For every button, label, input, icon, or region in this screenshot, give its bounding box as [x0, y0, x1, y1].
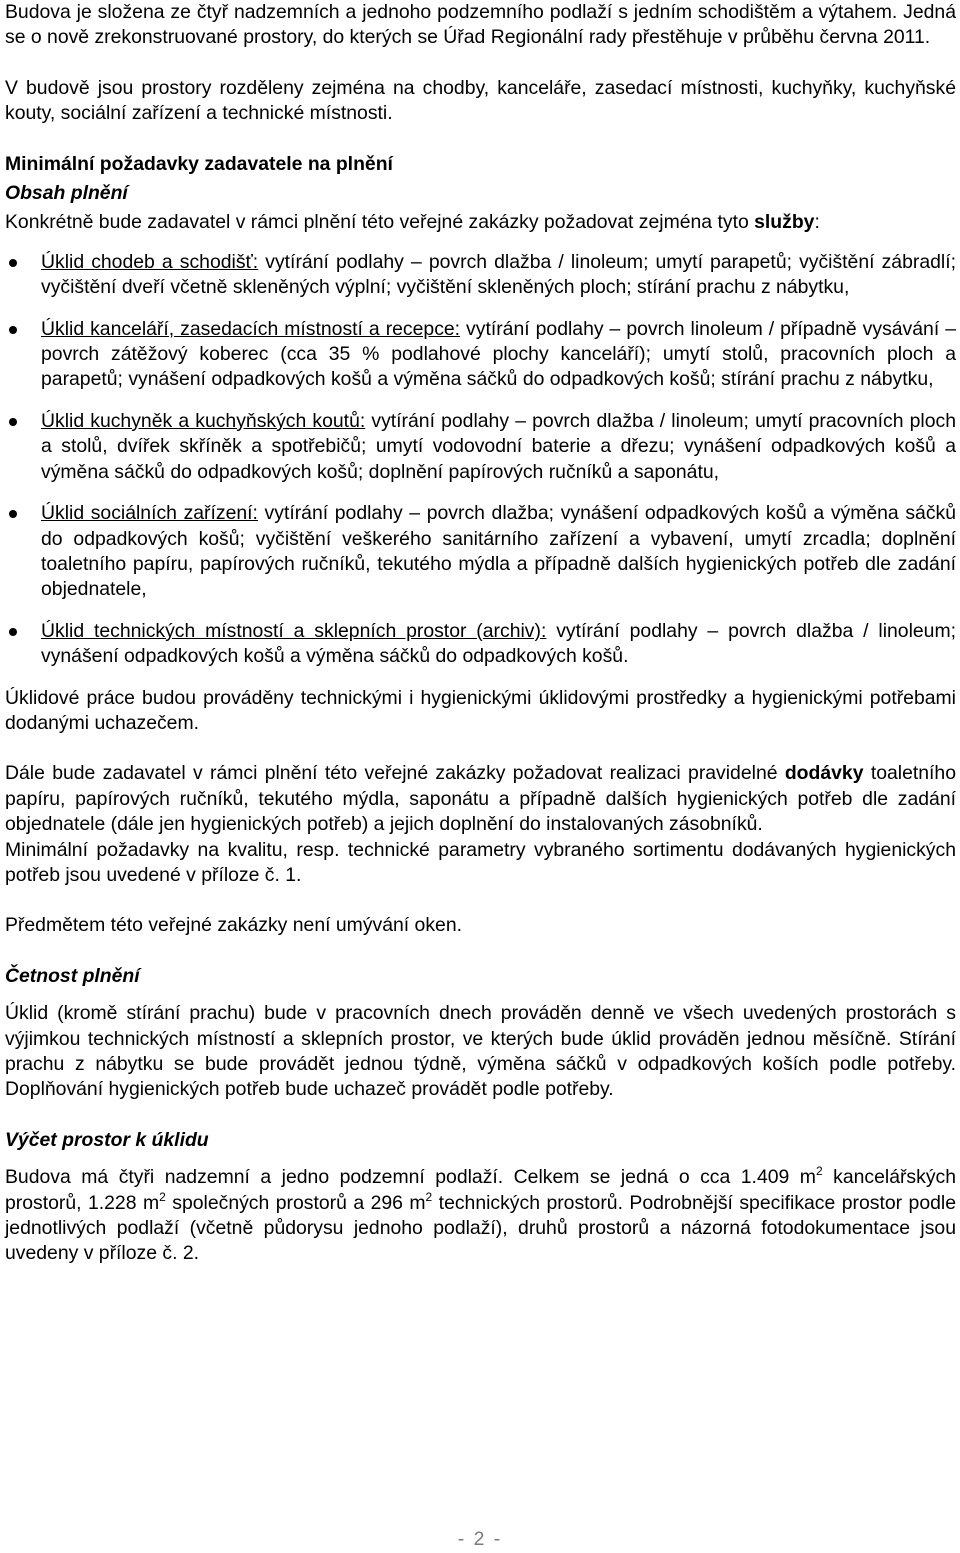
cleaning-means-paragraph: Úklidové práce budou prováděny technickými i hygienickými úklidovými prostředky a hygienickými potřebami dodanými uchazečem.	[5, 686, 956, 734]
intro-paragraph-spaces: V budově jsou prostory rozděleny zejména na chodby, kanceláře, zasedací místnosti, kuchyňky, kuchyňské kouty, sociální zařízení a technické místnosti.	[5, 76, 956, 125]
bullet-item-technical	[5, 619, 956, 670]
bullet-text: vytírání podlahy – povrch dlažba / linoleum; umytí pracovních ploch a stolů, dvířek skříněk a spotřebičů; umytí vodovodní baterie a dřezu; vynášení odpadkových košů a výměna sáčků do odpadkových košů; doplnění papírových ručníků a saponátu,	[41, 409, 956, 483]
windows-paragraph: Předmětem této veřejné zakázky není umývání oken.	[5, 914, 462, 937]
bullet-title: Úklid chodeb a schodišť:	[41, 250, 259, 273]
intro-paragraph-building: Budova je složena ze čtyř nadzemních a jednoho podzemního podlaží s jedním schodištěm a výtahem. Jedná se o nově zrekonstruované prostory, do kterých se Úřad Regionální rady přestěhuje v průběhu června 2011.	[5, 1, 956, 49]
services-bullet-list	[5, 250, 956, 670]
bullet-text: vytírání podlahy – povrch dlažba / linoleum; umytí parapetů; vyčištění zábradlí; vyčištění dveří včetně skleněných výplní; vyčištění skleněných ploch; stírání prachu z nábytku,	[41, 250, 956, 299]
services-lead-paragraph	[5, 210, 956, 235]
bullet-title: Úklid kuchyněk a kuchyňských koutů:	[41, 409, 366, 432]
bullet-dot-icon	[9, 418, 17, 426]
bullet-item-offices	[5, 317, 956, 393]
spaces-text-3: společných prostorů a 296 m	[165, 1191, 426, 1214]
supply-text-a: Dále bude zadavatel v rámci plnění této veřejné zakázky požadovat realizaci pravidelné	[5, 762, 785, 785]
page-number: - 2 -	[457, 1528, 503, 1550]
spaces-paragraph	[5, 1165, 956, 1267]
bullet-text: vytírání podlahy – povrch dlažba; vynášení odpadkových košů a výměna sáčků do odpadkových košů; vyčištění veškerého sanitárního zařízení a vybavení, umytí zrcadla; doplnění toaletního papíru, papírových ručníků, tekutého mýdla a případně dalších hygienických potřeb dle zadání objednatele,	[41, 502, 956, 601]
bullet-dot-icon	[9, 510, 17, 518]
bullet-text: vytírání podlahy – povrch linoleum / případně vysávání – povrch zátěžový koberec (cca 35 % podlahové plochy kanceláří); umytí stolů, pracovních ploch a parapetů; vynášení odpadkových košů a výměna sáčků do odpadkových košů; stírání prachu z nábytku,	[41, 317, 956, 391]
superscript-area-unit: 2	[425, 1189, 433, 1204]
bullet-text: vytírání podlahy – povrch dlažba / linoleum; vynášení odpadkových košů a výměna sáčků do odpadkových košů.	[41, 619, 956, 668]
supply-paragraph	[5, 761, 956, 837]
bullet-dot-icon	[9, 259, 17, 267]
frequency-paragraph: Úklid (kromě stírání prachu) bude v pracovních dnech prováděn denně ve všech uvedených prostorách s výjimkou technických místností a sklepních prostor, ve kterých bude úklid prováděn jednou měsíčně. Stírání prachu z nábytku se bude provádět jednou týdně, výměna sáčků v odpadkových koších podle potřeby. Doplňování hygienických potřeb bude uchazeč provádět podle potřeby.	[5, 1002, 956, 1101]
supply-text-b: toaletního papíru, papírových ručníků, tekutého mýdla, saponátu a případně dalších hygienických potřeb dle zadání objednatele (dále jen hygienických potřeb) a jejich doplnění do instalovaných zásobníků.	[5, 762, 956, 836]
spaces-text-2: kancelářských prostorů, 1.228 m	[5, 1166, 956, 1214]
services-lead-text: Konkrétně bude zadavatel v rámci plnění této veřejné zakázky požadovat zejména tyto	[5, 211, 755, 234]
supply-text-bold: dodávky	[784, 762, 864, 785]
bullet-item-sanitary	[5, 501, 956, 603]
section-heading-requirements: Minimální požadavky zadavatele na plnění	[5, 152, 393, 175]
spaces-text-4: technických prostorů. Podrobnější specifikace prostor podle jednotlivých podlaží (včetně půdorysu jednoho podlaží), druhů prostorů a názorná fotodokumentace jsou uvedeny v příloze č. 2.	[5, 1191, 956, 1265]
superscript-area-unit: 2	[815, 1164, 823, 1179]
bullet-dot-icon	[9, 326, 17, 334]
section-heading-spaces: Výčet prostor k úklidu	[5, 1128, 209, 1151]
bullet-title: Úklid technických místností a sklepních prostor (archiv):	[41, 619, 547, 642]
bullet-title: Úklid kanceláří, zasedacích místností a recepce:	[41, 317, 461, 340]
bullet-title: Úklid sociálních zařízení:	[41, 502, 258, 525]
document-page	[5, 0, 956, 1267]
spaces-text-1: Budova má čtyři nadzemní a jedno podzemní podlaží. Celkem se jedná o cca 1.409 m	[5, 1166, 816, 1189]
subheading-scope: Obsah plnění	[5, 182, 128, 205]
section-heading-frequency: Četnost plnění	[5, 964, 140, 987]
superscript-area-unit: 2	[159, 1189, 166, 1204]
services-lead-bold: služby	[754, 211, 815, 234]
bullet-item-corridors	[5, 250, 956, 301]
services-lead-end: :	[814, 211, 820, 234]
bullet-item-kitchens	[5, 409, 956, 485]
quality-paragraph: Minimální požadavky na kvalitu, resp. technické parametry vybraného sortimentu dodávaných hygienických potřeb jsou uvedené v příloze č. 1.	[5, 838, 956, 886]
bullet-dot-icon	[9, 628, 17, 636]
